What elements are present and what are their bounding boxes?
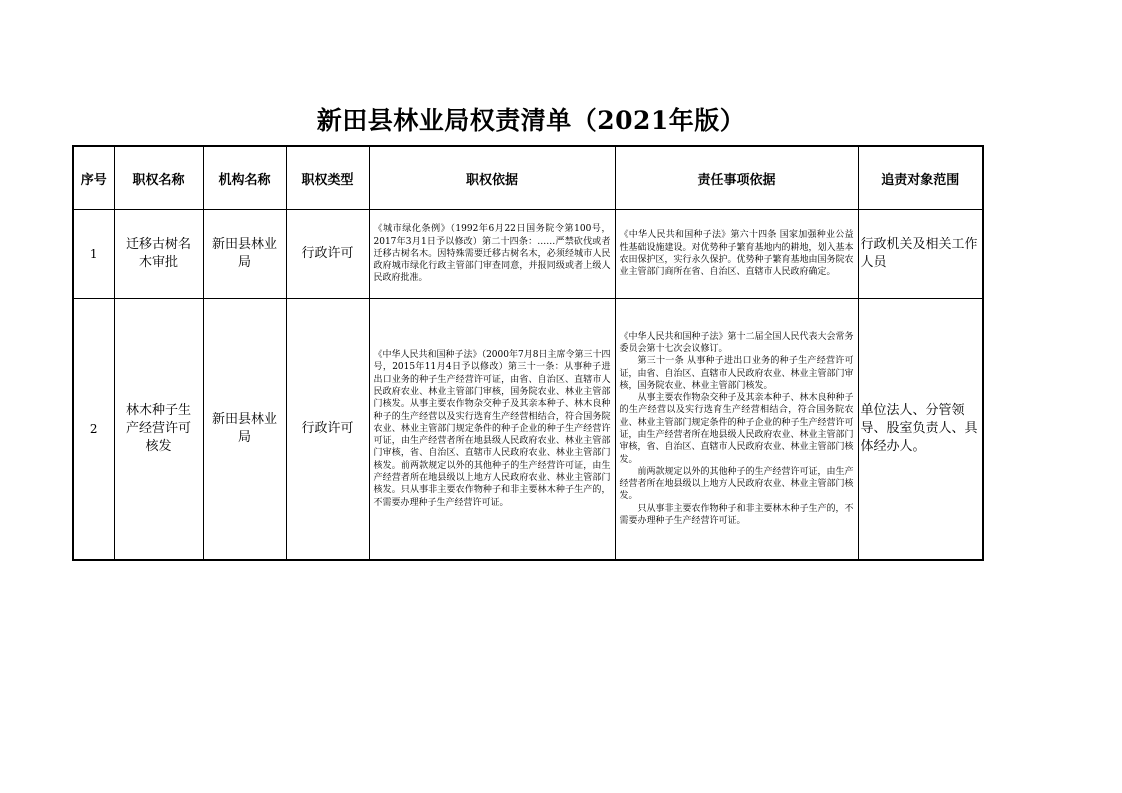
table-row bbox=[73, 299, 983, 561]
duty-paragraph: 从事主要农作物杂交种子及其亲本种子、林木良种种子的生产经营以及实行选育生产经营相结合，符合国务院农业、林业主管部门规定条件的种子企业的种子生产经营许可证，由生产经营者所在地县级人民政府农业、林业主管部门审核，省、自治区、直辖市人民政府农业、林业主管部门核发。 bbox=[619, 393, 854, 465]
cell-power-name: 迁移古树名木审批 bbox=[114, 210, 203, 299]
duty-paragraph: 《中华人民共和国种子法》第六十四条 国家加强种业公益性基础设施建设。对优势种子繁育基地内的耕地，划入基本农田保护区，实行永久保护。优势种子繁育基地由国务院农业主管部门商所在省、自治区、直辖市人民政府确定。 bbox=[619, 230, 854, 278]
responsibility-table bbox=[72, 145, 984, 561]
header-power-type: 职权类型 bbox=[286, 146, 369, 210]
header-accountability-scope: 追责对象范围 bbox=[858, 146, 983, 210]
cell-accountability-scope: 行政机关及相关工作人员 bbox=[858, 210, 983, 299]
table-header-row bbox=[73, 146, 983, 210]
duty-paragraph: 前两款规定以外的其他种子的生产经营许可证，由生产经营者所在地县级以上地方人民政府农业、林业主管部门核发。 bbox=[619, 466, 854, 502]
cell-no: 2 bbox=[73, 299, 114, 561]
cell-accountability-scope: 单位法人、分管领导、股室负责人、具体经办人。 bbox=[858, 299, 983, 561]
basis-paragraph: 《城市绿化条例》（1992年6月22日国务院令第100号，2017年3月1日予以修改）第二十四条：……严禁砍伐或者迁移古树名木。因特殊需要迁移古树名木，必须经城市人民政府城市绿化行政主管部门审查同意，并报同级或者上级人民政府批准。 bbox=[373, 224, 611, 284]
cell-power-basis bbox=[369, 299, 615, 561]
cell-power-name: 林木种子生产经营许可核发 bbox=[114, 299, 203, 561]
header-no: 序号 bbox=[73, 146, 114, 210]
header-power-name: 职权名称 bbox=[114, 146, 203, 210]
header-power-basis: 职权依据 bbox=[369, 146, 615, 210]
cell-duty-basis bbox=[615, 299, 858, 561]
cell-power-type: 行政许可 bbox=[286, 210, 369, 299]
table-row bbox=[73, 210, 983, 299]
duty-paragraph: 《中华人民共和国种子法》第十二届全国人民代表大会常务委员会第十七次会议修订。 bbox=[619, 331, 854, 354]
cell-duty-basis bbox=[615, 210, 858, 299]
cell-no: 1 bbox=[73, 210, 114, 299]
cell-org-name: 新田县林业局 bbox=[203, 210, 286, 299]
page-title: 新田县林业局权责清单（2021年版） bbox=[316, 106, 746, 135]
cell-power-type: 行政许可 bbox=[286, 299, 369, 561]
header-duty-basis: 责任事项依据 bbox=[615, 146, 858, 210]
duty-paragraph: 第三十一条 从事种子进出口业务的种子生产经营许可证，由省、自治区、直辖市人民政府农业、林业主管部门审核，国务院农业、林业主管部门核发。 bbox=[619, 356, 854, 391]
cell-org-name: 新田县林业局 bbox=[203, 299, 286, 561]
header-org-name: 机构名称 bbox=[203, 146, 286, 210]
cell-power-basis bbox=[369, 210, 615, 299]
duty-paragraph: 只从事非主要农作物种子和非主要林木种子生产的，不需要办理种子生产经营许可证。 bbox=[619, 503, 854, 527]
basis-paragraph: 《中华人民共和国种子法》（2000年7月8日主席令第三十四号，2015年11月4日予以修改）第三十一条：从事种子进出口业务的种子生产经营许可证，由省、自治区、直辖市人民政府农业、林业主管部门审核，国务院农业、林业主管部门核发。从事主要农作物杂交种子及其亲本种子、林木良种种子的生产经营以及实行选育生产经营相结合，符合国务院农业、林业主管部门规定条件的种子企业的种子生产经营许可证，由生产经营者所在地县级人民政府农业、林业主管部门审核，省、自治区、直辖市人民政府农业、林业主管部门核发。前两款规定以外的其他种子的生产经营许可证，由生产经营者所在地县级以上地方人民政府农业、林业主管部门核发。只从事非主要农作物种子和非主要林木种子生产的，不需要办理种子生产经营许可证。 bbox=[373, 350, 611, 508]
